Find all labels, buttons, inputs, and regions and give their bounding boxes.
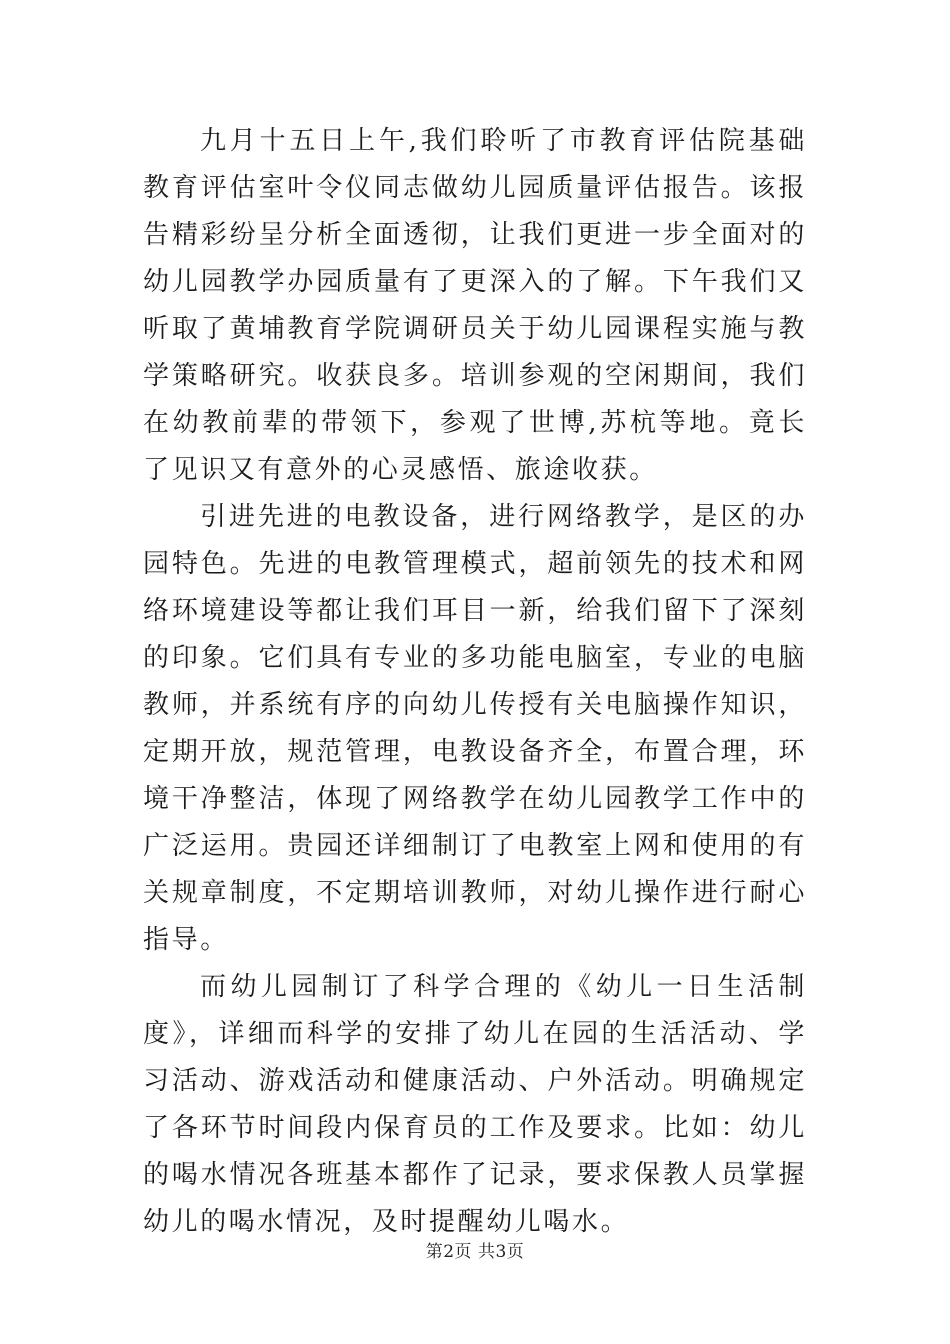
document-body <box>143 118 807 1246</box>
page-number-footer: 第2页 共3页 <box>425 1242 525 1262</box>
paragraph-training-visit: 九月十五日上午,我们聆听了市教育评估院基础教育评估室叶令仪同志做幼儿园质量评估报告。该报告精彩纷呈分析全面透彻，让我们更进一步全面对的幼儿园教学办园质量有了更深入的了解。下午我们又听取了黄埔教育学院调研员关于幼儿园课程实施与教学策略研究。收获良多。培训参观的空闲期间，我们在幼教前辈的带领下，参观了世博,苏杭等地。竟长了见识又有意外的心灵感悟、旅途收获。 <box>143 126 807 485</box>
paragraph-daily-routine: 而幼儿园制订了科学合理的《幼儿一日生活制度》，详细而科学的安排了幼儿在园的生活活动、学习活动、游戏活动和健康活动、户外活动。明确规定了各环节时间段内保育员的工作及要求。比如：幼儿的喝水情况各班基本都作了记录，要求保教人员掌握幼儿的喝水情况，及时提醒幼儿喝水。 <box>143 972 807 1237</box>
paragraph-e-learning: 引进先进的电教设备，进行网络教学，是区的办园特色。先进的电教管理模式，超前领先的技术和网络环境建设等都让我们耳目一新，给我们留下了深刻的印象。它们具有专业的多功能电脑室，专业的电脑教师，并系统有序的向幼儿传授有关电脑操作知识，定期开放，规范管理，电教设备齐全，布置合理，环境干净整洁，体现了网络教学在幼儿园教学工作中的广泛运用。贵园还详细制订了电教室上网和使用的有关规章制度，不定期培训教师，对幼儿操作进行耐心指导。 <box>143 502 807 955</box>
